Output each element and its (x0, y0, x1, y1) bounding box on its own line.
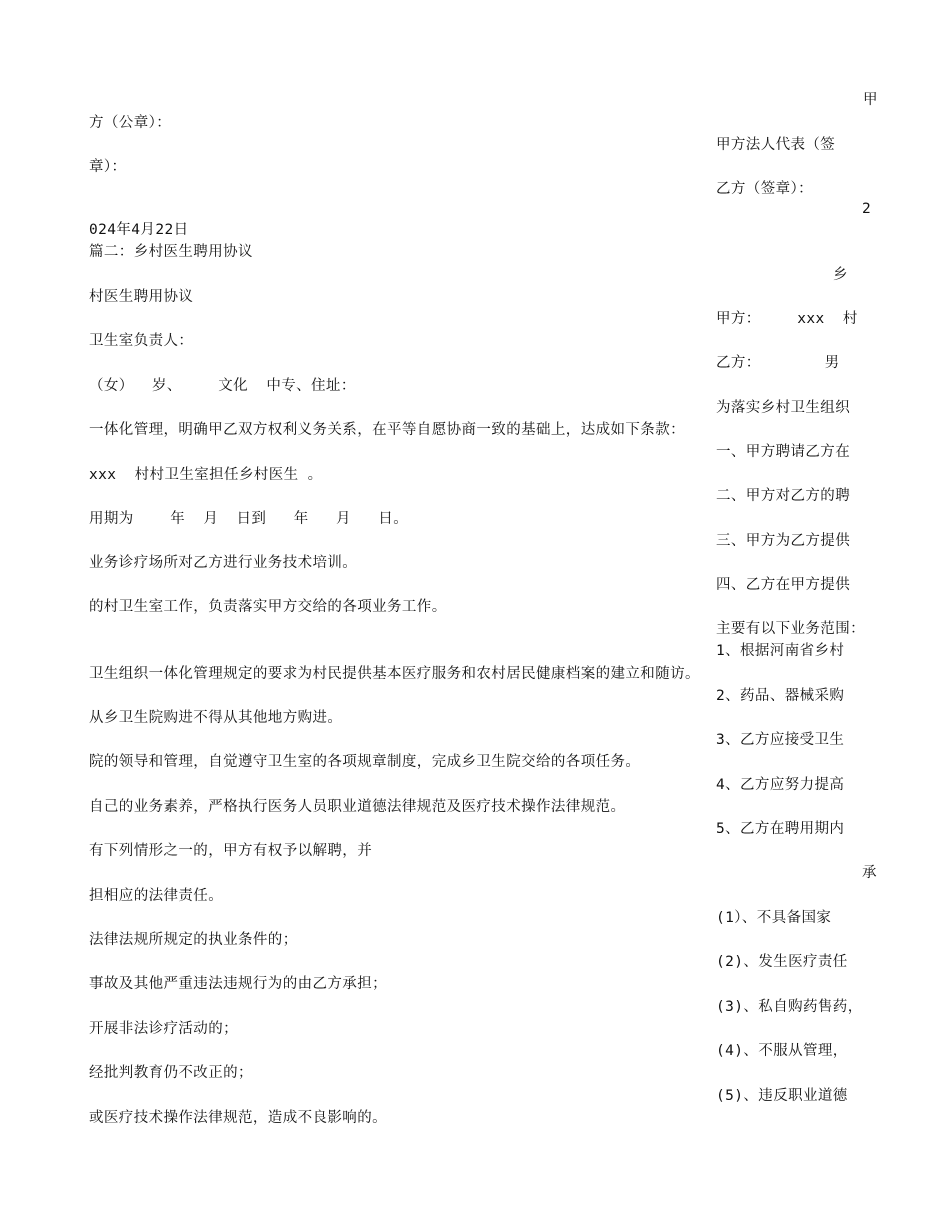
text-line: (5)、违反职业道德 (716, 1088, 848, 1104)
text-line: 或医疗技术操作法律规范，造成不良影响的。 (89, 1110, 387, 1126)
text-line: 为落实乡村卫生组织 (716, 400, 851, 416)
text-line: 有下列情形之一的，甲方有权予以解聘，并 (89, 843, 373, 859)
text-line: (2)、发生医疗责任 (716, 954, 848, 970)
text-line: 甲方： xxx 村 (716, 311, 858, 327)
text-line: 2、药品、器械采购 (716, 688, 845, 704)
text-line: 乙方： 男 (716, 355, 840, 371)
text-line: (4)、不服从管理， (716, 1043, 848, 1059)
text-line: 承 (862, 865, 877, 881)
text-line: 1、根据河南省乡村 (716, 643, 845, 659)
text-line: 四、乙方在甲方提供 (716, 577, 851, 593)
text-line: （女） 岁、 文化 中专、住址： (89, 378, 356, 394)
text-line: 自己的业务素养，严格执行医务人员职业道德法律规范及医疗技术操作法律规范。 (89, 799, 626, 815)
text-line: 卫生组织一体化管理规定的要求为村民提供基本医疗服务和农村居民健康档案的建立和随访。 (89, 666, 700, 682)
text-line: 乙方（签章）： (716, 181, 814, 197)
text-line: xxx 村村卫生室担任乡村医生 。 (89, 467, 323, 483)
text-line: 甲方法人代表（签 (716, 137, 836, 153)
text-line: 三、甲方为乙方提供 (716, 533, 851, 549)
text-line: 从乡卫生院购进不得从其他地方购进。 (89, 710, 343, 726)
text-line: 章）： (89, 159, 127, 175)
text-line: 5、乙方在聘用期内 (716, 821, 845, 837)
text-line: 篇二：乡村医生聘用协议 (89, 244, 253, 260)
text-line: 业务诊疗场所对乙方进行业务技术培训。 (89, 555, 358, 571)
text-line: 法律法规所规定的执业条件的； (89, 932, 298, 948)
text-line: 用期为 年 月 日到 年 月 日。 (89, 511, 409, 527)
text-line: 院的领导和管理，自觉遵守卫生室的各项规章制度，完成乡卫生院交给的各项任务。 (89, 754, 641, 770)
text-line: 二、甲方对乙方的聘 (716, 488, 851, 504)
text-line: 开展非法诊疗活动的； (89, 1021, 238, 1037)
text-line: (1）、不具备国家 (716, 910, 832, 926)
text-line: 经批判教育仍不改正的； (89, 1065, 253, 1081)
text-line: 的村卫生室工作，负责落实甲方交给的各项业务工作。 (89, 599, 447, 615)
text-line: 担相应的法律责任。 (89, 888, 224, 904)
text-line: 甲 (863, 92, 878, 108)
text-line: 024年4月22日 (89, 222, 189, 238)
text-line: 事故及其他严重违法违规行为的由乙方承担； (89, 976, 387, 992)
text-line: 主要有以下业务范围： (716, 621, 865, 637)
text-line: 一体化管理，明确甲乙双方权利义务关系，在平等自愿协商一致的基础上，达成如下条款： (89, 422, 685, 438)
text-line: 2 (862, 201, 872, 217)
text-line: 方（公章）： (89, 115, 172, 131)
text-line: 村医生聘用协议 (89, 289, 194, 305)
text-line: 一、甲方聘请乙方在 (716, 444, 851, 460)
text-line: (3)、私自购药售药， (716, 999, 863, 1015)
text-line: 3、乙方应接受卫生 (716, 732, 845, 748)
text-line: 卫生室负责人： (89, 333, 194, 349)
text-line: 乡 (833, 267, 848, 283)
text-line: 4、乙方应努力提高 (716, 777, 845, 793)
